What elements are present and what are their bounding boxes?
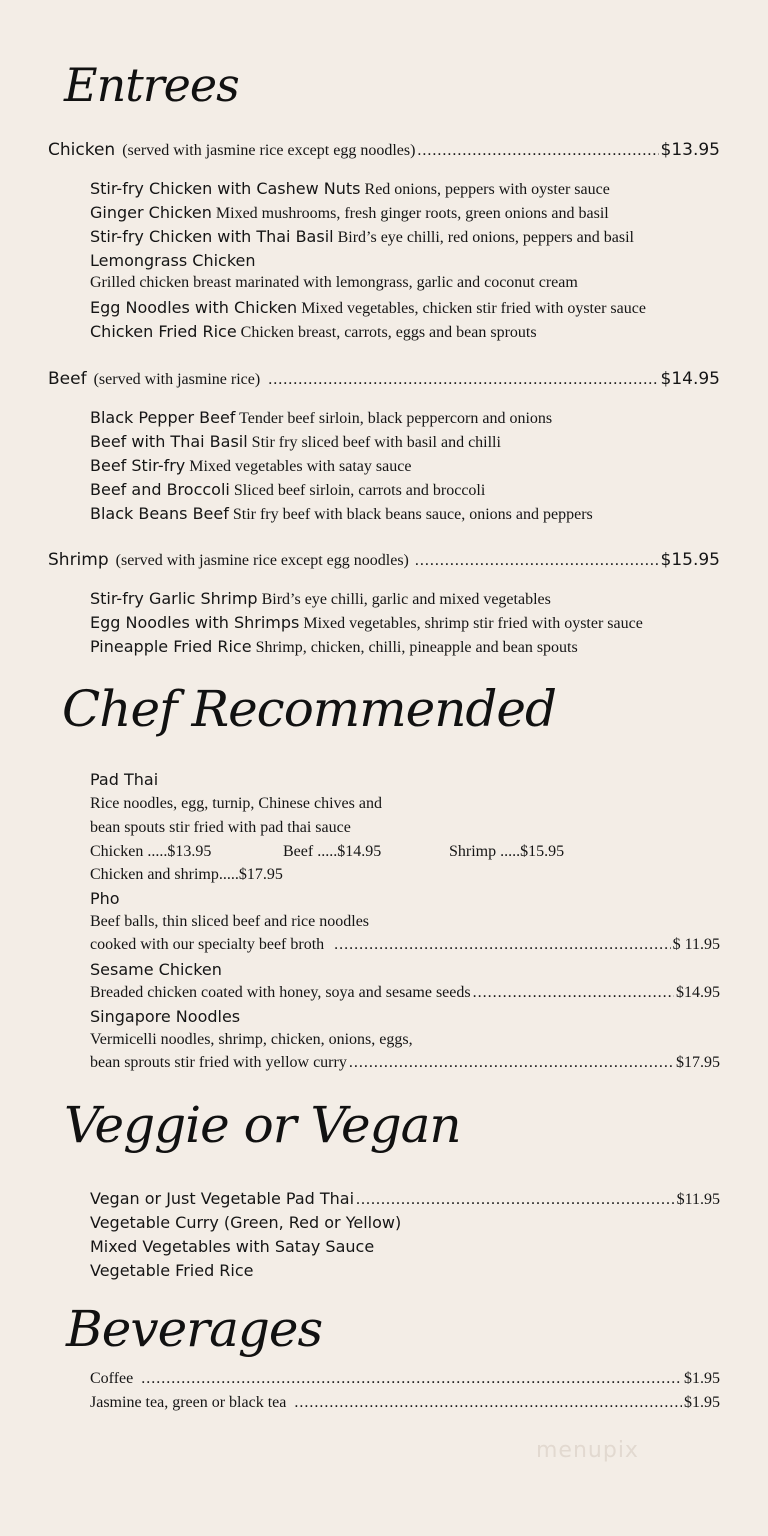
chef-recommended-heading: Chef Recommended: [62, 680, 557, 738]
item-name: Pad Thai: [90, 770, 159, 789]
sesame-name-line: [90, 960, 222, 981]
sesame-price-row: [90, 983, 720, 1003]
beef-category-row: [48, 369, 720, 389]
menu-item-name-line: [90, 251, 256, 272]
beef-category-note: (served with jasmine rice): [93, 371, 261, 388]
chicken-category-row: [48, 140, 720, 160]
item-desc: Tender beef sirloin, black peppercorn and onions: [239, 410, 553, 427]
item-price: $17.95: [676, 1054, 720, 1071]
item-desc: Mixed vegetables, chicken stir fried with oyster sauce: [301, 300, 646, 317]
pad-thai-desc-line: bean spouts stir fried with pad thai sauce: [90, 819, 351, 836]
item-name: Coffee: [90, 1370, 134, 1387]
item-desc: Bird’s eye chilli, red onions, peppers and basil: [337, 229, 634, 246]
beef-category-name: Beef: [48, 369, 87, 389]
item-desc: Bird’s eye chilli, garlic and mixed vegetables: [261, 591, 551, 608]
singapore-price-row: [90, 1053, 720, 1073]
beverage-row: [90, 1369, 720, 1389]
item-desc: Breaded chicken coated with honey, soya and sesame seeds: [90, 984, 471, 1001]
pho-price-row: [90, 935, 720, 955]
menu-item: [90, 432, 501, 453]
menupix-watermark: menupix: [536, 1438, 639, 1463]
item-desc: Mixed vegetables, shrimp stir fried with oyster sauce: [303, 615, 643, 632]
pad-thai-desc-line: Rice noodles, egg, turnip, Chinese chives and: [90, 795, 382, 812]
item-desc: Mixed mushrooms, fresh ginger roots, green onions and basil: [215, 205, 609, 222]
item-desc: Grilled chicken breast marinated with lemongrass, garlic and coconut cream: [90, 274, 578, 291]
pad-thai-option-chicken: Chicken .....$13.95: [90, 843, 212, 860]
menu-item: [90, 179, 610, 200]
pho-name-line: [90, 889, 120, 910]
menu-item: [90, 637, 578, 658]
chicken-category-name: Chicken: [48, 140, 116, 160]
beverage-row: [90, 1393, 720, 1413]
chicken-category-note: (served with jasmine rice except egg noodles): [122, 142, 416, 159]
entrees-heading: Entrees: [64, 58, 239, 112]
shrimp-category-row: [48, 550, 720, 570]
item-desc: Mixed vegetables with satay sauce: [189, 458, 412, 475]
menu-item: [90, 589, 551, 610]
item-name: Singapore Noodles: [90, 1007, 241, 1026]
dot-leader: [141, 1369, 682, 1389]
menu-item: [90, 227, 634, 248]
menu-item: [90, 203, 609, 224]
item-name: Pho: [90, 889, 120, 908]
item-price: $14.95: [676, 984, 720, 1001]
vegan-pad-thai-row: [90, 1189, 720, 1210]
item-desc: bean sprouts stir fried with yellow curry: [90, 1054, 347, 1071]
menu-item: [90, 298, 646, 319]
item-name: Egg Noodles with Shrimps: [90, 613, 300, 632]
item-name: Black Beans Beef: [90, 504, 229, 523]
item-desc: Red onions, peppers with oyster sauce: [364, 181, 610, 198]
item-name: Beef Stir-fry: [90, 456, 186, 475]
singapore-name-line: [90, 1007, 240, 1028]
item-price: $11.95: [676, 1191, 720, 1208]
item-name: Vegan or Just Vegetable Pad Thai: [90, 1189, 355, 1208]
pad-thai-option-shrimp: Shrimp .....$15.95: [449, 843, 565, 860]
item-name: Beef with Thai Basil: [90, 432, 248, 451]
item-price: $ 11.95: [672, 936, 720, 953]
dot-leader: [268, 371, 658, 389]
singapore-desc-line: Vermicelli noodles, shrimp, chicken, onions, eggs,: [90, 1031, 413, 1048]
item-desc: cooked with our specialty beef broth: [90, 936, 325, 953]
dot-leader: [334, 935, 670, 955]
menu-item: [90, 480, 485, 501]
item-name: Mixed Vegetables with Satay Sauce: [90, 1237, 375, 1256]
beef-category-price: $14.95: [660, 369, 720, 389]
dot-leader: [294, 1393, 682, 1413]
item-desc: Sliced beef sirloin, carrots and broccoli: [233, 482, 486, 499]
pad-thai-option-combo: Chicken and shrimp.....$17.95: [90, 866, 283, 883]
item-desc: Chicken breast, carrots, eggs and bean sprouts: [240, 324, 537, 341]
item-price: $1.95: [684, 1394, 720, 1411]
item-name: Stir-fry Chicken with Thai Basil: [90, 227, 334, 246]
item-name: Black Pepper Beef: [90, 408, 236, 427]
item-name: Chicken Fried Rice: [90, 322, 237, 341]
item-desc: Shrimp, chicken, chilli, pineapple and bean spouts: [255, 639, 578, 656]
item-name: Egg Noodles with Chicken: [90, 298, 298, 317]
dot-leader: [417, 142, 658, 160]
item-name: Vegetable Fried Rice: [90, 1261, 254, 1280]
item-name: Vegetable Curry (Green, Red or Yellow): [90, 1213, 402, 1232]
menu-item: [90, 456, 411, 477]
veggie-vegan-heading: Veggie or Vegan: [64, 1096, 461, 1154]
shrimp-category-note: (served with jasmine rice except egg noodles): [115, 552, 409, 569]
pad-thai-name-line: [90, 770, 158, 791]
item-desc: Stir fry sliced beef with basil and chilli: [251, 434, 501, 451]
dot-leader: [356, 1190, 675, 1210]
item-desc: Stir fry beef with black beans sauce, onions and peppers: [232, 506, 593, 523]
veggie-item: [90, 1261, 254, 1282]
shrimp-category-name: Shrimp: [48, 550, 109, 570]
veggie-item: [90, 1213, 401, 1234]
menu-item: [90, 613, 643, 634]
shrimp-category-price: $15.95: [660, 550, 720, 570]
menu-item: [90, 504, 593, 525]
item-name: Ginger Chicken: [90, 203, 212, 222]
item-name: Beef and Broccoli: [90, 480, 230, 499]
beverages-heading: Beverages: [66, 1300, 323, 1358]
dot-leader: [415, 552, 659, 570]
menu-item: [90, 408, 552, 429]
pho-desc-line: Beef balls, thin sliced beef and rice noodles: [90, 913, 370, 930]
veggie-item: [90, 1237, 374, 1258]
dot-leader: [349, 1053, 674, 1073]
dot-leader: [473, 983, 674, 1003]
item-name: Jasmine tea, green or black tea: [90, 1394, 287, 1411]
menu-item-desc-line: [90, 273, 578, 293]
item-name: Sesame Chicken: [90, 960, 222, 979]
item-price: $1.95: [684, 1370, 720, 1387]
item-name: Stir-fry Chicken with Cashew Nuts: [90, 179, 361, 198]
pad-thai-option-beef: Beef .....$14.95: [283, 843, 382, 860]
item-name: Stir-fry Garlic Shrimp: [90, 589, 258, 608]
item-name: Pineapple Fried Rice: [90, 637, 252, 656]
chicken-category-price: $13.95: [660, 140, 720, 160]
item-name: Lemongrass Chicken: [90, 251, 256, 270]
menu-item: [90, 322, 537, 343]
